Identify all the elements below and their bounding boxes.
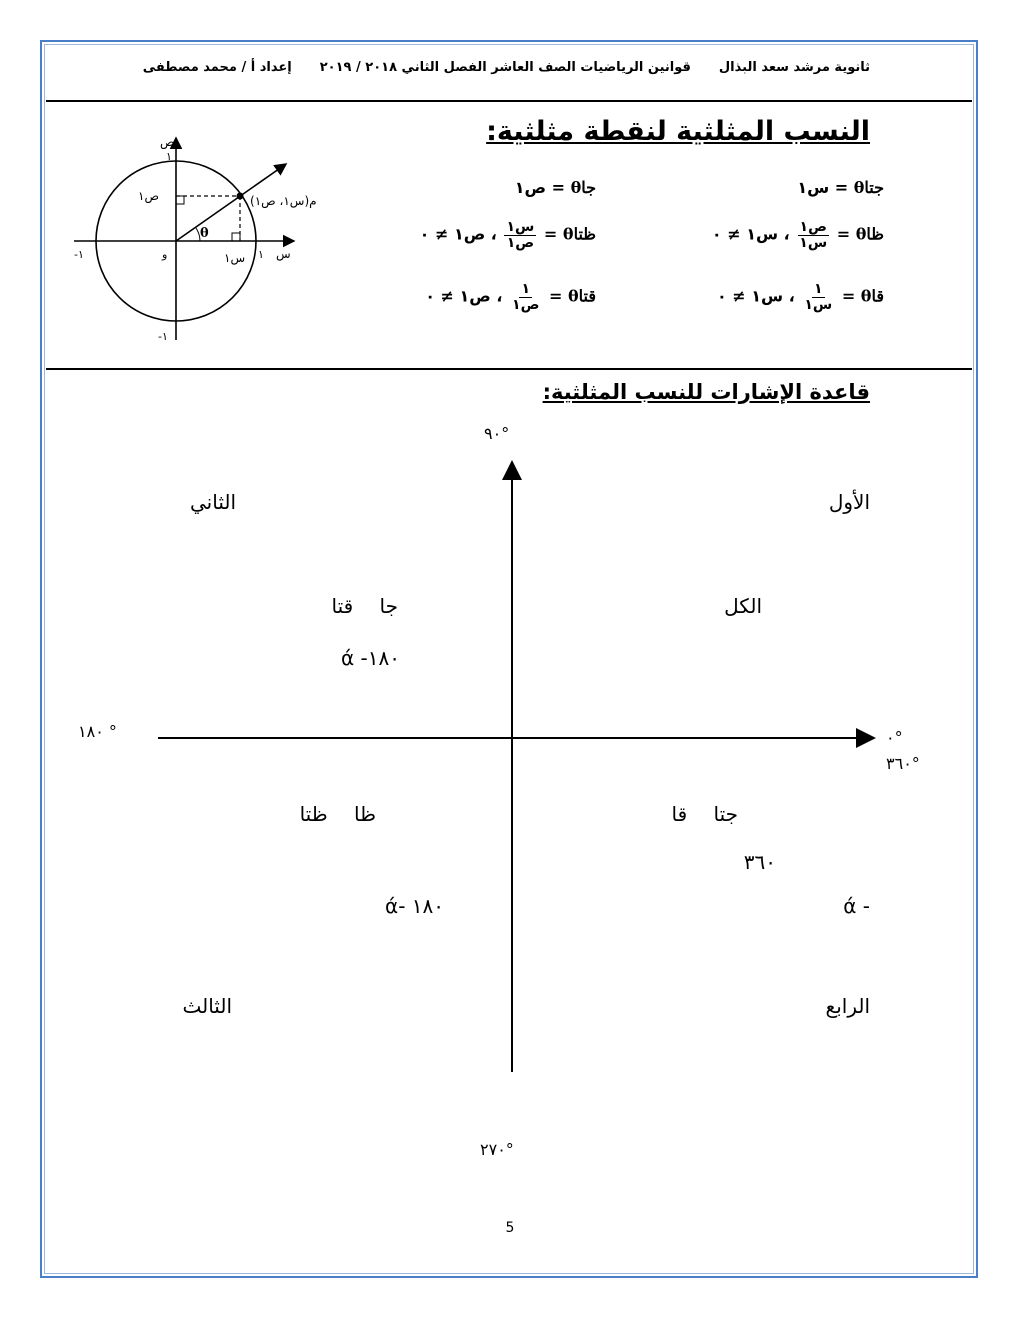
label-right-1: ١	[258, 248, 264, 261]
quadrant-second-name: الثاني	[189, 490, 236, 514]
formula-cot: ظتاθ = $\frac{\text{س١}}{\text{ص١}}$ ، ص١ ≠ ٠	[419, 219, 596, 251]
quadrant-third-ratios: ظا ظتا	[299, 802, 376, 826]
label-bottom-1: -١	[158, 330, 168, 343]
formula-csc: قتاθ = $\frac{١}{\text{ص١}}$ ، ص١ ≠ ٠	[425, 281, 596, 313]
y-axis-label: ص	[160, 135, 175, 149]
quadrant-second-angle: ١٨٠- ά	[341, 646, 400, 670]
formula-cos: جتاθ = س١	[797, 178, 884, 197]
section2-title: قاعدة الإشارات للنسب المثلثية:	[542, 380, 870, 404]
quadrant-first-ratios: الكل	[724, 594, 762, 618]
y1-label: ص١	[138, 189, 159, 203]
x1-label: س١	[224, 251, 246, 265]
formula-sin: جاθ = ص١	[514, 178, 596, 197]
x-axis-label: س	[276, 247, 291, 261]
formula-sec: قاθ = $\frac{١}{\text{س١}}$ ، س١ ≠ ٠	[716, 281, 884, 313]
quadrant-fourth-ratios: جتا قا	[671, 802, 738, 826]
angle-90: ٩٠°	[484, 424, 510, 443]
header-school: ثانوية مرشد سعد البذال	[718, 60, 870, 75]
quadrant-third-angle: ١٨٠ -ά	[385, 894, 444, 918]
angle-360: ٣٦٠°	[886, 754, 920, 773]
page-number: 5	[505, 1220, 515, 1236]
angle-0: ٠°	[886, 728, 903, 747]
header-course: قوانين الرياضيات الصف العاشر الفصل الثاني ٢٠١٨ / ٢٠١٩	[319, 60, 691, 75]
quadrant-fourth-angle-alpha: - ά	[843, 894, 870, 918]
quadrant-fourth-name: الرابع	[825, 994, 870, 1018]
origin-label: و	[162, 248, 168, 261]
quadrant-fourth-angle-360: ٣٦٠	[743, 850, 776, 874]
point-label: م(س١، ص١)	[250, 194, 317, 208]
quadrant-third-name: الثالث	[182, 994, 232, 1018]
angle-180: ١٨٠ °	[78, 722, 117, 741]
label-top-1: ١	[166, 150, 172, 163]
label-left-1: -١	[74, 248, 84, 261]
section1-title: النسب المثلثية لنقطة مثلثية:	[486, 116, 870, 147]
header-author: إعداد أ / محمد مصطفى	[142, 60, 292, 75]
formula-tan: ظاθ = $\frac{\text{ص١}}{\text{س١}}$ ، س١ ≠ ٠	[711, 219, 884, 251]
quadrant-first-name: الأول	[828, 490, 870, 514]
quadrant-second-ratios: جا قتا	[331, 594, 398, 618]
angle-270: ٢٧٠°	[480, 1140, 514, 1159]
theta-label: θ	[200, 226, 209, 241]
